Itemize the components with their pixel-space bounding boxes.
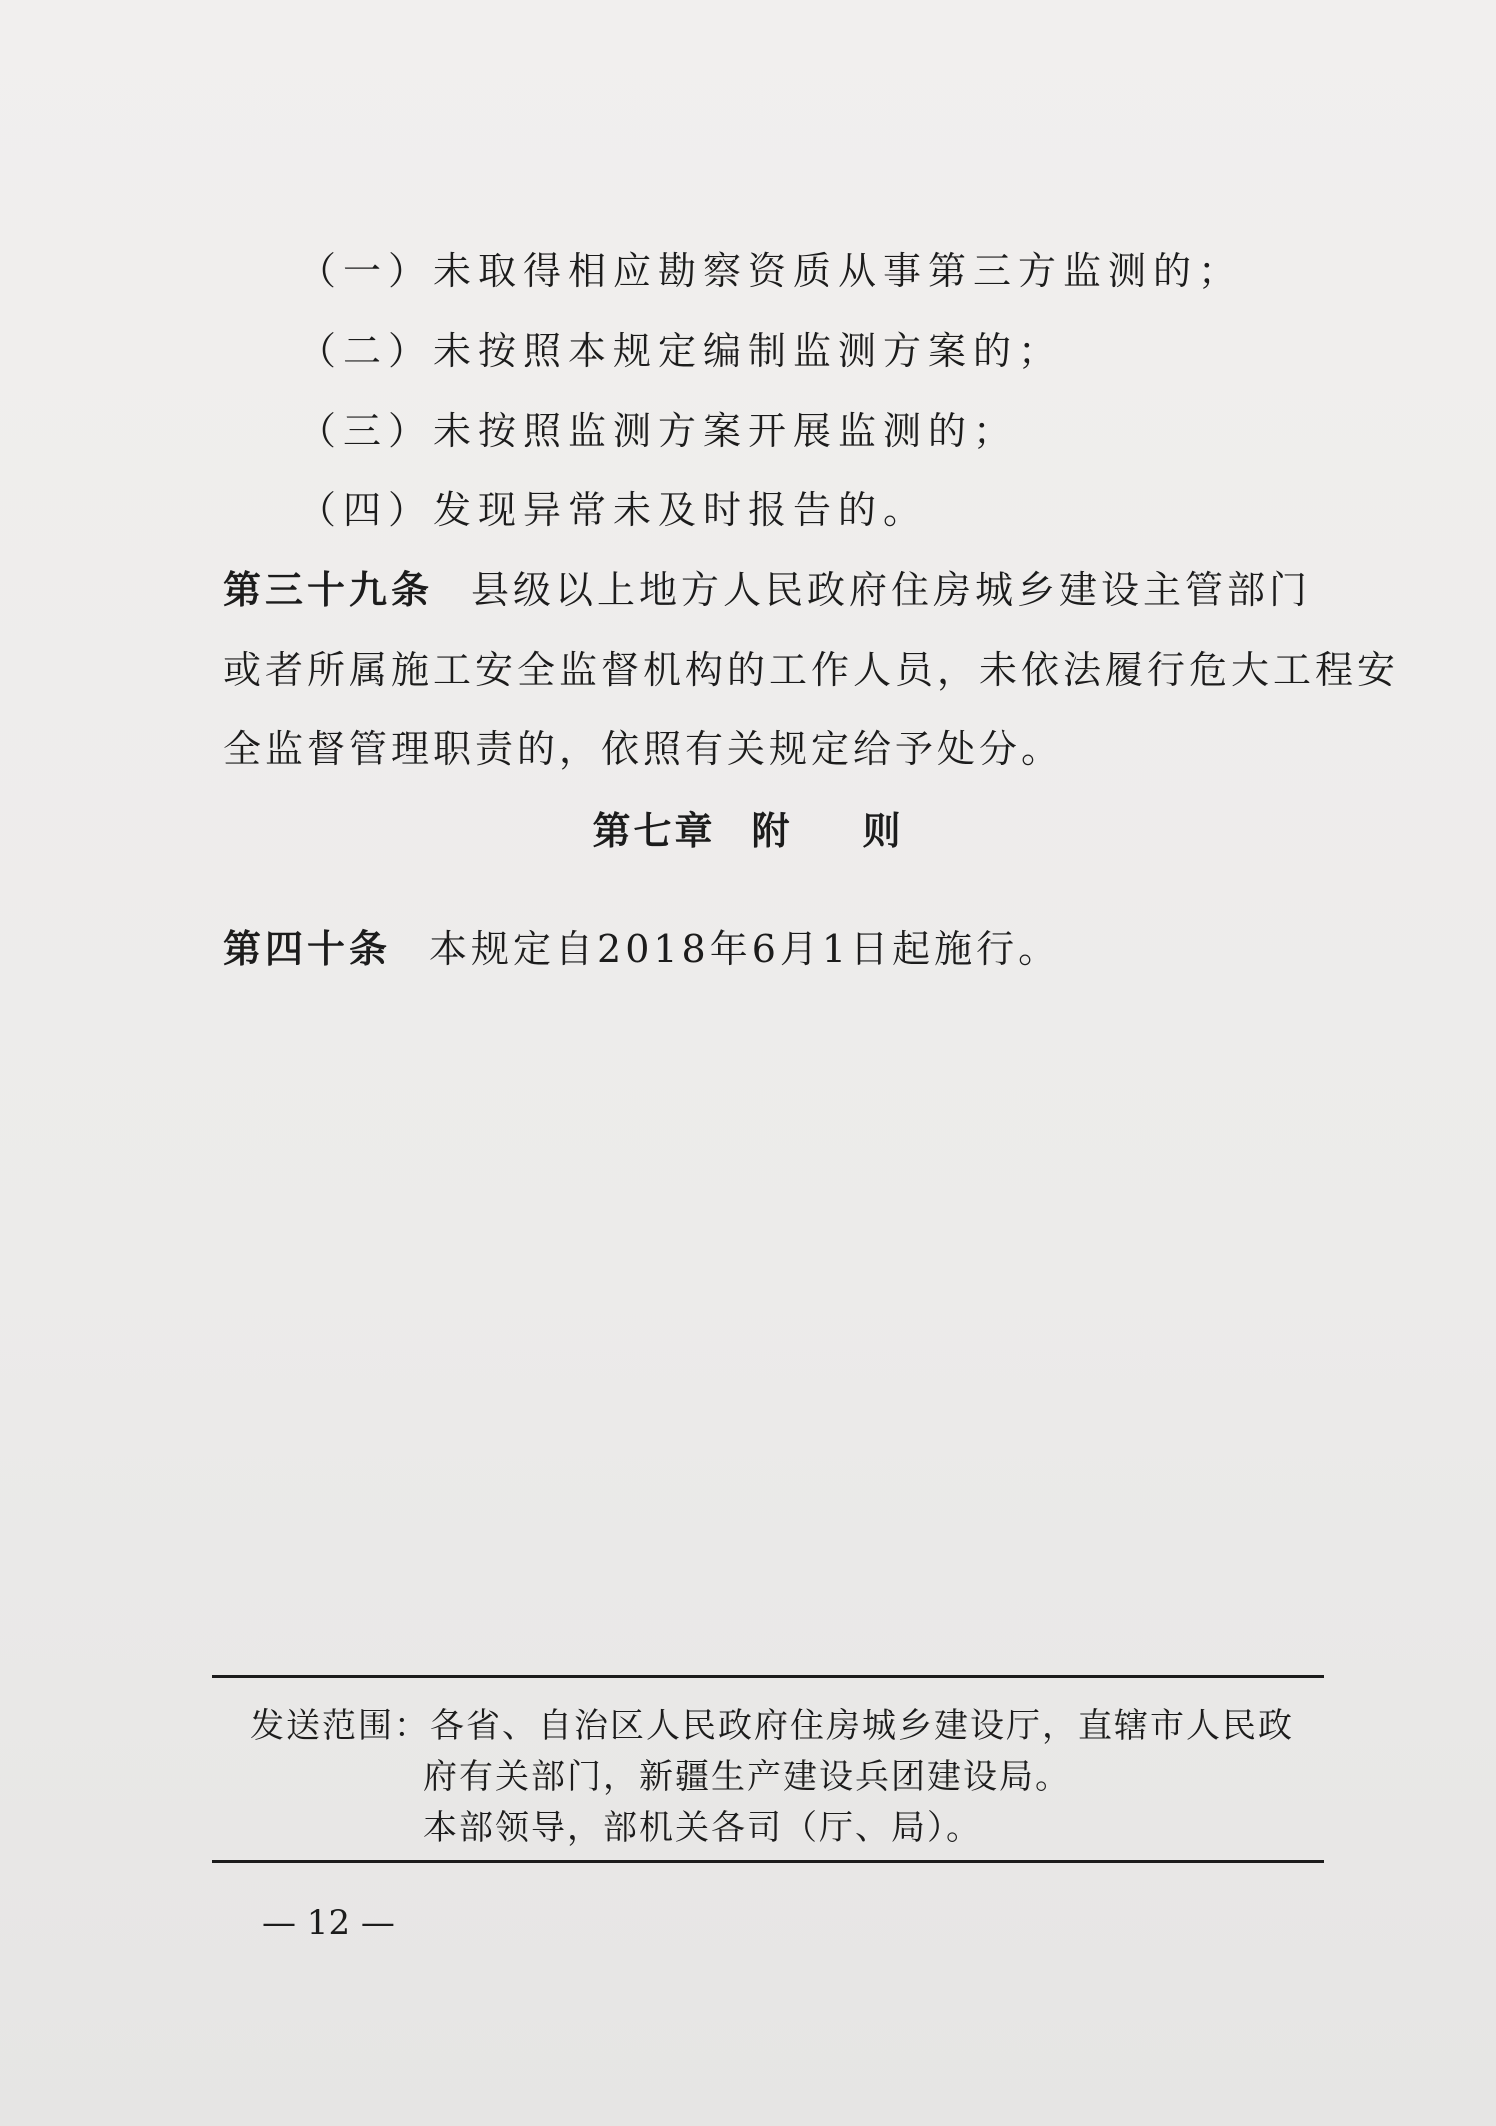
distribution-first-line: [250, 1702, 1294, 1750]
article-40-heading: 第四十条: [223, 926, 392, 971]
list-item-3: （三）未按照监测方案开展监测的；: [298, 409, 1019, 453]
distribution-line-3: 本部领导，部机关各司（厅、局）。: [423, 1808, 982, 1848]
chapter-heading: [0, 806, 1496, 856]
distribution-line-1: 各省、自治区人民政府住房城乡建设厅，直辖市人民政: [430, 1706, 1294, 1746]
distribution-top-rule: [212, 1675, 1324, 1678]
list-item-4: （四）发现异常未及时报告的。: [298, 488, 929, 532]
chapter-title-part-1: 附: [751, 808, 793, 853]
article-39-heading: 第三十九条: [223, 567, 434, 612]
list-item-1: （一）未取得相应勘察资质从事第三方监测的；: [298, 249, 1244, 293]
article-40: [223, 924, 1060, 974]
article-39-line-3: 全监督管理职责的，依照有关规定给予处分。: [223, 727, 1064, 771]
chapter-number: 第七章: [592, 808, 716, 853]
article-40-text: 本规定自2018年6月1日起施行。: [429, 927, 1061, 971]
distribution-line-2: 府有关部门，新疆生产建设兵团建设局。: [423, 1757, 1071, 1797]
page-number: — 12 —: [262, 1903, 395, 1943]
article-39-first-line: [223, 565, 1311, 615]
list-item-2: （二）未按照本规定编制监测方案的；: [298, 329, 1064, 373]
distribution-bottom-rule: [212, 1860, 1324, 1863]
distribution-label: 发送范围：: [250, 1706, 430, 1746]
article-39-line-2: 或者所属施工安全监督机构的工作人员，未依法履行危大工程安: [223, 648, 1400, 692]
article-39-line-1: 县级以上地方人民政府住房城乡建设主管部门: [471, 568, 1312, 612]
chapter-title-part-2: 则: [862, 808, 904, 853]
